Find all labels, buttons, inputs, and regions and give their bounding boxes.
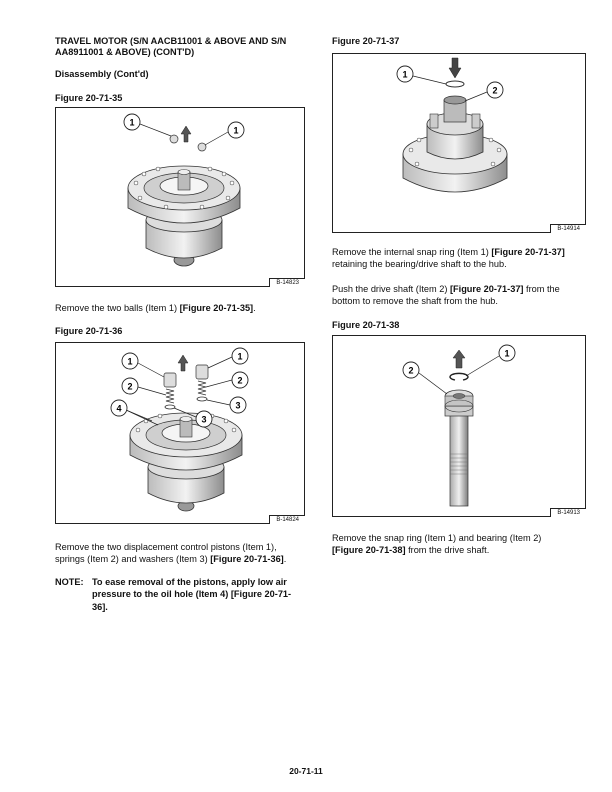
figure-37-illustration: [333, 54, 585, 232]
callout-text-4: 4: [116, 403, 122, 414]
figure-35-reference: [Figure 20-71-35]: [179, 303, 254, 313]
callout-text-3a: 3: [201, 414, 207, 425]
figure-38-reference: [Figure 20-71-38]: [332, 545, 406, 556]
spring-right: [198, 381, 206, 395]
snap-ring: [450, 373, 468, 380]
paragraph-remove-pistons-line1: Remove the two displacement control pistons (Item 1),: [55, 542, 277, 552]
washer-left: [165, 405, 175, 409]
paragraph-remove-bearing: [332, 532, 586, 557]
arrow-down-icon: [449, 58, 461, 78]
figure-37-reference-a: [Figure 20-71-37]: [491, 247, 565, 257]
figure-35-box: [55, 107, 305, 287]
drive-shaft-end: [444, 96, 466, 104]
paragraph-push-shaft-line1-end: from the: [523, 284, 560, 294]
paragraph-remove-bearing-line1: Remove the snap ring (Item 1) and bearing (Item 2): [332, 533, 542, 543]
section-title-line2: AA8911001 & ABOVE) (CONT'D): [55, 47, 195, 57]
ball-right: [198, 143, 206, 151]
figure-35-illustration: [56, 108, 304, 286]
note-line1: To ease removal of the pistons, apply low air: [92, 577, 287, 587]
note-line3: 36].: [92, 601, 108, 612]
figure-38-code: B-14913: [550, 508, 586, 517]
piston-left: [164, 373, 176, 387]
ball-left: [170, 135, 178, 143]
paragraph-remove-balls-end: .: [253, 303, 256, 313]
figure-36-code: B-14824: [269, 515, 305, 524]
callout-text-1: 1: [504, 348, 510, 359]
callout-text-1a: 1: [127, 356, 133, 367]
figure-37-label: Figure 20-71-37: [332, 36, 400, 46]
paragraph-push-shaft: [332, 283, 586, 308]
section-title-line1: TRAVEL MOTOR (S/N AACB11001 & ABOVE AND S/N: [55, 36, 287, 46]
callout-text-1b: 1: [237, 351, 243, 362]
callout-text-2: 2: [408, 365, 414, 376]
note-label: NOTE:: [55, 577, 84, 587]
paragraph-remove-snap-ring-line1: Remove the internal snap ring (Item 1): [332, 247, 492, 257]
washer-right: [197, 397, 207, 401]
figure-37-reference-b: [Figure 20-71-37]: [449, 284, 524, 294]
figure-36-illustration: [56, 343, 304, 523]
callout-text-1b: 1: [233, 125, 239, 136]
figure-36-box: [55, 342, 305, 524]
callout-text-1a: 1: [129, 117, 135, 128]
callout-text-3b: 3: [235, 400, 241, 411]
figure-37-code: B-14914: [550, 224, 586, 233]
figure-36-label: Figure 20-71-36: [55, 326, 123, 336]
subsection-title: Disassembly (Cont'd): [55, 69, 149, 79]
figure-36-reference: [Figure 20-71-36]: [210, 554, 284, 565]
figure-35-label: Figure 20-71-35: [55, 93, 123, 103]
callout-text-2b: 2: [237, 375, 243, 386]
figure-37-box: [332, 53, 586, 233]
arrow-up-icon: [181, 126, 191, 142]
piston-right: [196, 365, 208, 379]
arrow-up-icon: [453, 350, 465, 368]
paragraph-remove-snap-ring-line2: retaining the bearing/drive shaft to the hub.: [332, 259, 507, 270]
note-block: [55, 576, 307, 613]
paragraph-remove-pistons: [55, 541, 305, 566]
paragraph-remove-snap-ring: [332, 246, 586, 271]
paragraph-push-shaft-line2: bottom to remove the shaft from the hub.: [332, 296, 498, 307]
figure-38-illustration: [333, 336, 585, 516]
paragraph-remove-balls: [55, 302, 305, 314]
page-number: 20-71-11: [289, 766, 323, 776]
note-line2: pressure to the oil hole (Item 4) [Figure 20-71-: [92, 589, 292, 600]
paragraph-remove-pistons-end: .: [283, 554, 287, 565]
snap-ring: [446, 81, 464, 87]
figure-38-box: [332, 335, 586, 517]
callout-text-2a: 2: [127, 381, 133, 392]
callout-text-1: 1: [402, 69, 408, 80]
figure-38-label: Figure 20-71-38: [332, 320, 400, 330]
paragraph-push-shaft-line1: Push the drive shaft (Item 2): [332, 284, 450, 294]
section-title: [55, 36, 315, 58]
paragraph-remove-balls-text: Remove the two balls (Item 1): [55, 303, 180, 313]
spring-left: [166, 389, 174, 403]
paragraph-remove-bearing-line2: from the drive shaft.: [405, 545, 490, 556]
callout-text-2: 2: [492, 85, 498, 96]
paragraph-remove-pistons-line2: springs (Item 2) and washers (Item 3): [55, 554, 211, 565]
figure-35-code: B-14823: [269, 278, 305, 287]
arrow-up-icon: [178, 355, 188, 371]
